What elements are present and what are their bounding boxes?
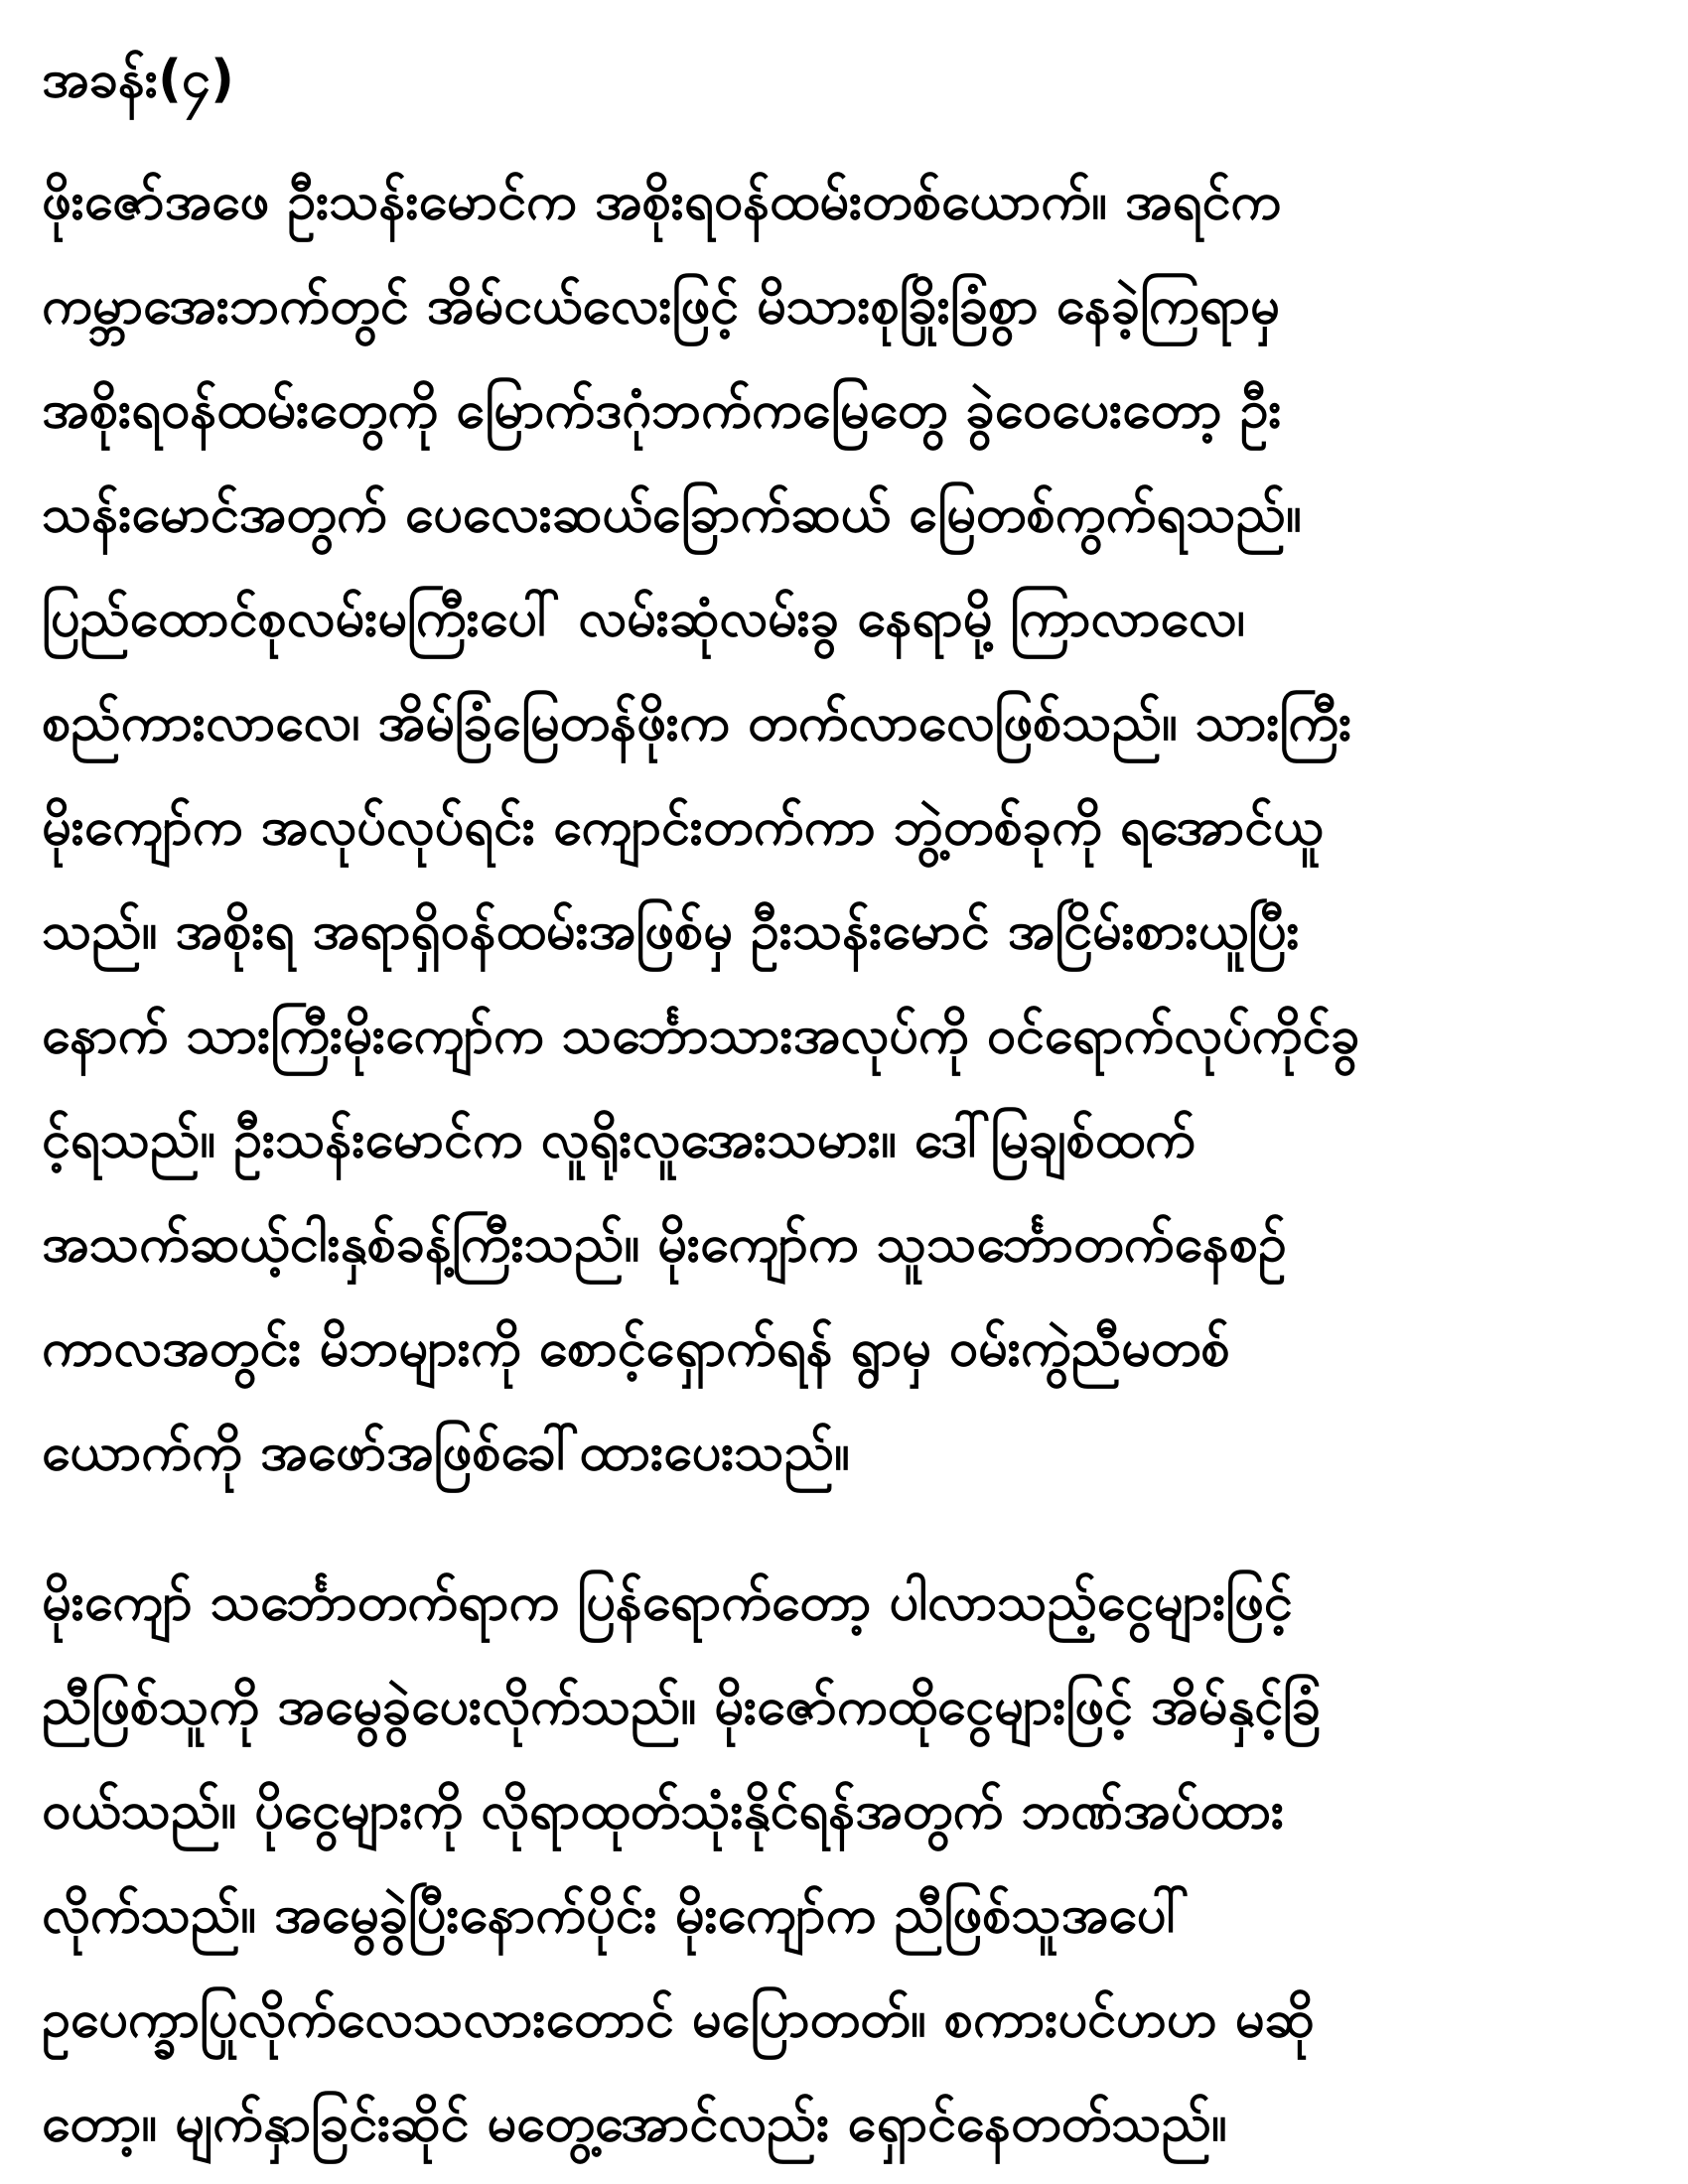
text-line: လိုက်သည်။ အမွေခွဲပြီးနောက်ပိုင်း မိုးကျော်က ညီဖြစ်သူအပေါ်	[42, 1885, 1190, 1945]
paragraph-2	[42, 1551, 1648, 2176]
text-line: သည်။ အစိုးရ အရာရှိဝန်ထမ်းအဖြစ်မှ ဦးသန်းမောင် အငြိမ်းစားယူပြီး	[42, 901, 1300, 961]
paragraph-1	[42, 150, 1648, 1505]
text-line: အစိုးရဝန်ထမ်းတွေကို မြောက်ဒဂုံဘက်ကမြေတွေ ခွဲဝေပေးတော့ ဦး	[42, 380, 1282, 440]
text-line: မိုးကျော်က အလုပ်လုပ်ရင်း ကျောင်းတက်ကာ ဘွဲ့တစ်ခုကို ရအောင်ယူ	[42, 797, 1324, 857]
text-line: နောက် သားကြီးမိုးကျော်က သင်္ဘောသားအလုပ်ကို ဝင်ရောက်လုပ်ကိုင်ခွ	[42, 1006, 1360, 1065]
text-line: စည်ကားလာလေ၊ အိမ်ခြံမြေတန်ဖိုးက တက်လာလေဖြစ်သည်။ သားကြီး	[42, 693, 1352, 752]
text-line: င့်ရသည်။ ဦးသန်းမောင်က လူရိုးလူအေးသမား။ ဒေါ်မြချစ်ထက်	[42, 1110, 1196, 1169]
text-line: ဥပေက္ခာပြုလိုက်လေသလားတောင် မပြောတတ်။ စကားပင်ဟဟ မဆို	[42, 1989, 1315, 2049]
text-line: အသက်ဆယ့်ငါးနှစ်ခန့်ကြီးသည်။ မိုးကျော်က သူသင်္ဘောတက်နေစဉ်	[42, 1214, 1287, 1274]
text-line: ပြည်ထောင်စုလမ်းမကြီးပေါ် လမ်းဆုံလမ်းခွ နေရာမို့ ကြာလာလေ၊	[42, 589, 1245, 648]
text-line: ယောက်ကို အဖော်အဖြစ်ခေါ်ထားပေးသည်။	[42, 1423, 850, 1482]
text-line: မိုးကျော် သင်္ဘောတက်ရာက ပြန်ရောက်တော့ ပါလာသည့်ငွေများဖြင့်	[42, 1572, 1293, 1632]
text-line: ဖိုးဇော်အဖေ ဦးသန်းမောင်က အစိုးရဝန်ထမ်းတစ်ယောက်။ အရင်က	[42, 172, 1282, 231]
chapter-heading: အခန်း(၄)	[42, 50, 234, 109]
text-line: တော့။ မျက်နှာခြင်းဆိုင် မတွေ့အောင်လည်း ရှောင်နေတတ်သည်။	[42, 2094, 1227, 2153]
text-line: ကမ္ဘာအေးဘက်တွင် အိမ်ငယ်လေးဖြင့် မိသားစုခြိုးခြံစွာ နေခဲ့ကြရာမှ	[42, 276, 1280, 336]
text-line: သန်းမောင်အတွက် ပေလေးဆယ်ခြောက်ဆယ် မြေတစ်ကွက်ရသည်။	[42, 484, 1302, 544]
text-line: ညီဖြစ်သူကို အမွေခွဲပေးလိုက်သည်။ မိုးဇော်ကထိုငွေများဖြင့် အိမ်နှင့်ခြံ	[42, 1677, 1321, 1736]
text-line: ဝယ်သည်။ ပိုငွေများကို လိုရာထုတ်သုံးနိုင်ရန်အတွက် ဘဏ်အပ်ထား	[42, 1781, 1285, 1841]
text-line: ကာလအတွင်း မိဘများကို စောင့်ရှောက်ရန် ရွာမှ ဝမ်းကွဲညီမတစ်	[42, 1318, 1230, 1378]
